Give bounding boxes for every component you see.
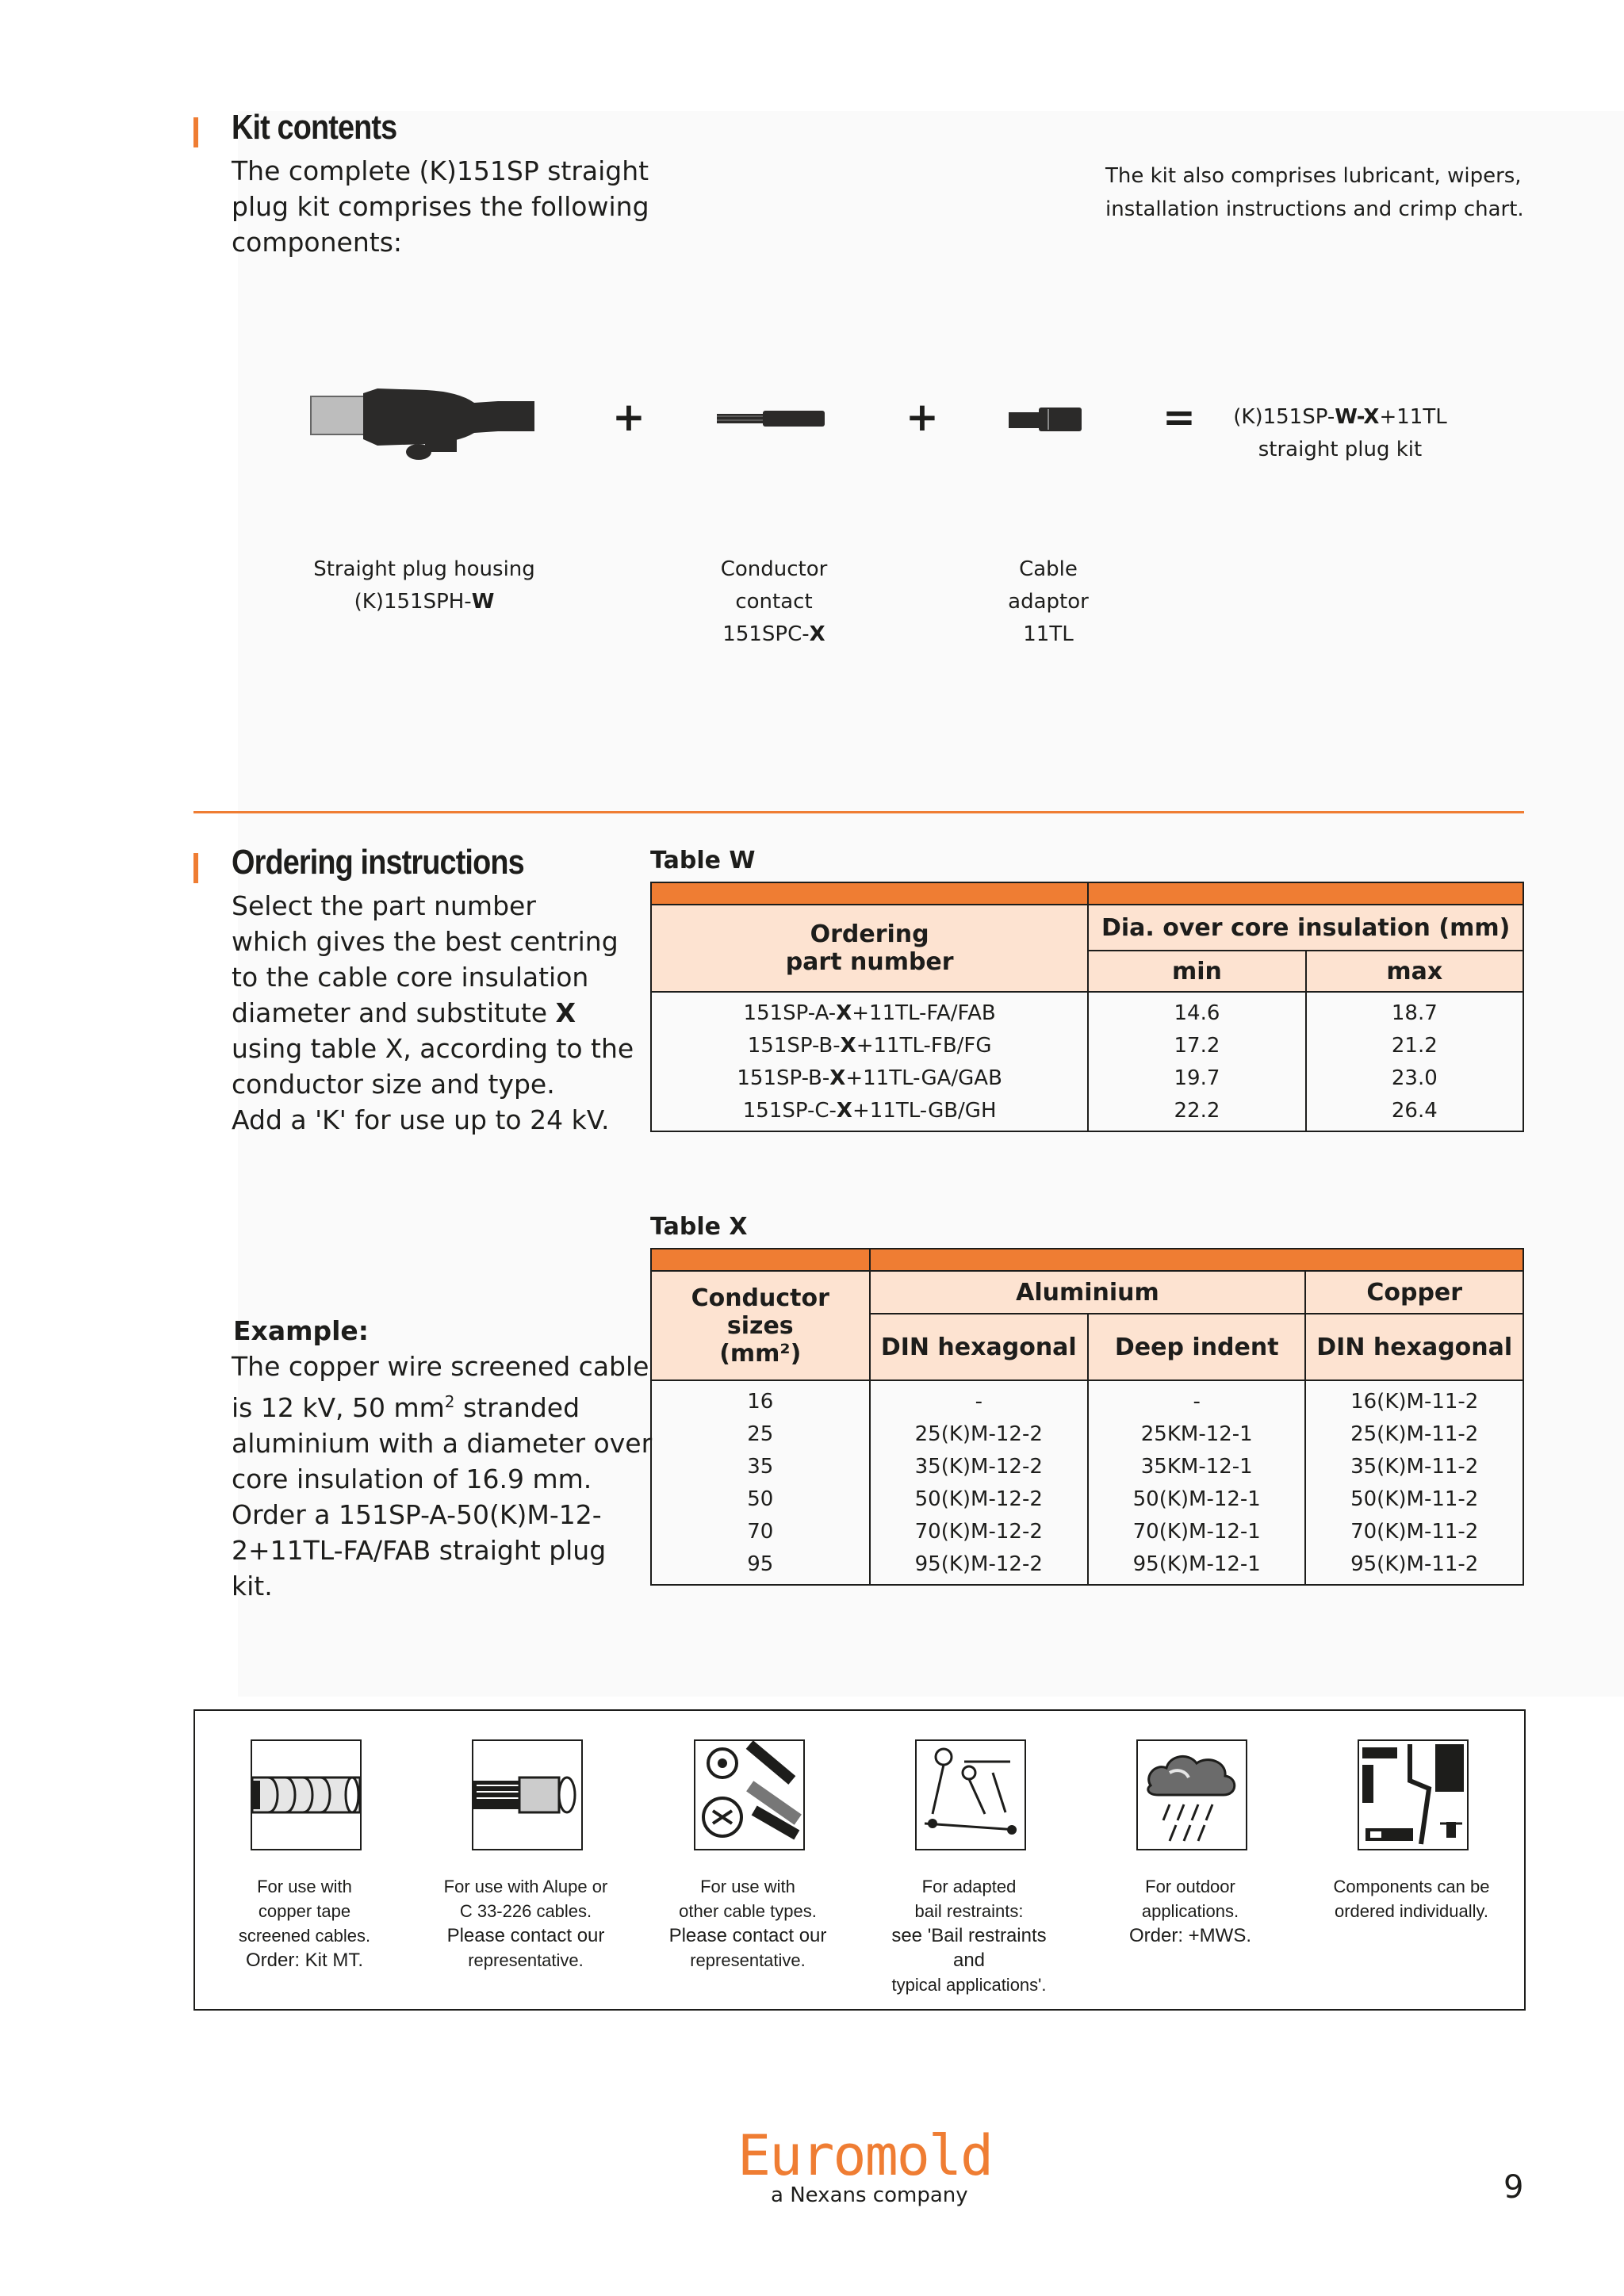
section-divider — [193, 811, 1524, 813]
table-cell: 151SP-B-X+11TL-GA/GAB — [737, 1066, 1002, 1090]
table-cell: 25(K)M-12-2 — [914, 1422, 1043, 1446]
kit-extra-note — [1105, 159, 1524, 226]
table-cell: 26.4 — [1391, 1099, 1438, 1123]
table-cell: 95(K)M-12-2 — [914, 1552, 1043, 1576]
table-cell: 95(K)M-12-1 — [1132, 1552, 1261, 1576]
table-cell: 151SP-C-X+11TL-GB/GH — [742, 1099, 997, 1123]
table-cell: 35 — [747, 1455, 774, 1479]
example-line: Order a 151SP-A-50(K)M-12- — [232, 1499, 602, 1530]
table-cell: 25KM-12-1 — [1140, 1422, 1253, 1446]
caption-line: adaptor — [1008, 590, 1089, 614]
table-band — [651, 882, 1523, 905]
table-cell: 95(K)M-11-2 — [1350, 1552, 1479, 1576]
caption-line: 11TL — [1023, 622, 1074, 646]
example-line: aluminium with a diameter over — [232, 1428, 653, 1459]
example-line: 2+11TL-FA/FAB straight plug — [232, 1535, 607, 1566]
individual-components-icon — [1358, 1739, 1469, 1850]
table-cell: 50(K)M-12-2 — [914, 1487, 1043, 1511]
cable-adaptor-image — [1007, 406, 1083, 433]
plus-sign: + — [906, 394, 939, 440]
table-cell: 35(K)M-11-2 — [1350, 1455, 1479, 1479]
icon-caption-components: Components can be ordered individually. — [1333, 1877, 1490, 1921]
aluminium-deep-column — [1088, 1380, 1305, 1585]
kit-intro-line: plug kit comprises the following — [232, 191, 649, 222]
table-cell: 151SP-A-X+11TL-FA/FAB — [743, 1001, 996, 1025]
aluminium-din-column — [870, 1380, 1089, 1585]
table-cell: 50(K)M-12-1 — [1132, 1487, 1261, 1511]
icon-caption-alupe: For use with Alupe or C 33-226 cables. Please contact our representative. — [443, 1877, 608, 1970]
table-cell: 50(K)M-11-2 — [1350, 1487, 1479, 1511]
table-cell: 18.7 — [1391, 1001, 1438, 1025]
euromold-logo: Euromold — [737, 2123, 993, 2188]
table-cell: 35(K)M-12-2 — [914, 1455, 1043, 1479]
bail-restraint-icon — [915, 1739, 1026, 1850]
kit-intro — [232, 153, 649, 260]
ordering-line: diameter and substitute X — [232, 997, 576, 1028]
part-number-column — [651, 992, 1088, 1131]
table-header-row — [651, 905, 1523, 951]
caption-line: Conductor — [720, 557, 828, 581]
col-header-min: min — [1088, 951, 1305, 992]
kit-extra-note-line: installation instructions and crimp chart. — [1105, 197, 1524, 221]
example-line: kit. — [232, 1571, 273, 1601]
example-line: The copper wire screened cable — [232, 1351, 649, 1382]
example-line: core insulation of 16.9 mm. — [232, 1464, 592, 1494]
section-marker — [193, 117, 198, 147]
table-w — [650, 882, 1524, 1132]
table-cell: 25 — [747, 1422, 774, 1446]
table-cell: 25(K)M-11-2 — [1350, 1422, 1479, 1446]
caption-line: (K)151SPH-W — [354, 590, 495, 614]
table-x — [650, 1248, 1524, 1586]
col-header-diameter: Dia. over core insulation (mm) — [1088, 905, 1523, 951]
table-cell: - — [975, 1390, 982, 1414]
example-line: is 12 kV, 50 $mm^2$ stranded — [232, 1392, 580, 1423]
table-body — [651, 992, 1523, 1131]
component-caption-contact — [695, 553, 853, 651]
icon-caption-copper-tape: For use with copper tape screened cables. Order: Kit MT. — [238, 1877, 371, 1971]
table-w-label: Table W — [650, 847, 756, 874]
table-band — [651, 1249, 1523, 1271]
outdoor-weather-icon — [1136, 1739, 1247, 1850]
caption-line: Straight plug housing — [313, 557, 535, 581]
table-cell: - — [1193, 1390, 1201, 1414]
table-cell: 17.2 — [1174, 1034, 1220, 1058]
table-cell: 23.0 — [1391, 1066, 1438, 1090]
caption-line: Cable — [1019, 557, 1078, 581]
example-text — [232, 1349, 652, 1604]
ordering-line: which gives the best centring — [232, 926, 619, 957]
table-cell: 95 — [747, 1552, 774, 1576]
table-cell: 50 — [747, 1487, 774, 1511]
table-cell: 70 — [747, 1520, 774, 1544]
table-cell: 14.6 — [1174, 1001, 1220, 1025]
sizes-column — [651, 1380, 870, 1585]
table-body — [651, 1380, 1523, 1585]
ordering-line: Add a 'K' for use up to 24 kV. — [232, 1104, 610, 1135]
copper-din-column — [1305, 1380, 1523, 1585]
ordering-title: Ordering instructions — [232, 843, 524, 882]
table-cell: 21.2 — [1391, 1034, 1438, 1058]
section-marker — [193, 853, 198, 883]
plus-sign: + — [612, 394, 645, 440]
col-header-din-hexagonal: DIN hexagonal — [870, 1314, 1089, 1380]
table-cell: 16(K)M-11-2 — [1350, 1390, 1479, 1414]
col-header-din-hexagonal-copper: DIN hexagonal — [1305, 1314, 1523, 1380]
caption-line: 151SPC-X — [722, 622, 825, 646]
table-cell: 70(K)M-12-1 — [1132, 1520, 1261, 1544]
icon-caption-other-cables: For use with other cable types. Please contact our representative. — [668, 1877, 827, 1970]
ordering-line: conductor size and type. — [232, 1069, 555, 1100]
col-header-max: max — [1306, 951, 1523, 992]
company-tagline: a Nexans company — [771, 2183, 968, 2207]
max-column — [1306, 992, 1523, 1131]
caption-line: contact — [735, 590, 813, 614]
ordering-line: Select the part number — [232, 890, 536, 921]
table-x-label: Table X — [650, 1213, 748, 1241]
kit-contents-title: Kit contents — [232, 108, 397, 147]
table-cell: 22.2 — [1174, 1099, 1220, 1123]
table-cell: 16 — [747, 1390, 774, 1414]
table-cell: 70(K)M-12-2 — [914, 1520, 1043, 1544]
other-cables-icon — [694, 1739, 805, 1850]
col-header-copper: Copper — [1305, 1271, 1523, 1314]
icon-caption-outdoor: For outdoor applications. Order: +MWS. — [1128, 1877, 1252, 1946]
alupe-cable-icon — [472, 1739, 583, 1850]
straight-plug-housing-image — [308, 388, 538, 465]
table-cell: 151SP-B-X+11TL-FB/FG — [747, 1034, 992, 1058]
table-cell: 19.7 — [1174, 1066, 1220, 1090]
kit-result-code: (K)151SP-W-X+11TL — [1233, 405, 1447, 429]
ordering-line: to the cable core insulation — [232, 962, 589, 993]
min-column — [1088, 992, 1305, 1131]
kit-extra-note-line: The kit also comprises lubricant, wipers, — [1105, 164, 1522, 188]
conductor-contact-image — [715, 406, 826, 431]
page-number: 9 — [1503, 2169, 1524, 2206]
ordering-line: using table X, according to the — [232, 1033, 634, 1064]
col-header-conductor-sizes: Conductor sizes (mm²) — [651, 1271, 870, 1380]
table-header-row — [651, 1271, 1523, 1314]
kit-result-desc: straight plug kit — [1258, 438, 1423, 461]
component-caption-adaptor — [969, 553, 1128, 651]
col-header-part-number: Ordering part number — [651, 905, 1088, 992]
col-header-deep-indent: Deep indent — [1088, 1314, 1305, 1380]
equals-sign: = — [1162, 394, 1196, 440]
icon-caption-bail-restraints: For adapted bail restraints: see 'Bail restraints and typical applications'. — [891, 1877, 1047, 1995]
copper-tape-cable-icon — [251, 1739, 362, 1850]
kit-result — [1221, 401, 1459, 466]
kit-intro-line: The complete (K)151SP straight — [232, 155, 649, 186]
example-title: Example: — [233, 1315, 369, 1346]
component-caption-housing — [305, 553, 543, 618]
kit-intro-line: components: — [232, 227, 402, 258]
table-cell: 70(K)M-11-2 — [1350, 1520, 1479, 1544]
col-header-aluminium: Aluminium — [870, 1271, 1306, 1314]
ordering-text — [232, 888, 634, 1138]
table-cell: 35KM-12-1 — [1140, 1455, 1253, 1479]
